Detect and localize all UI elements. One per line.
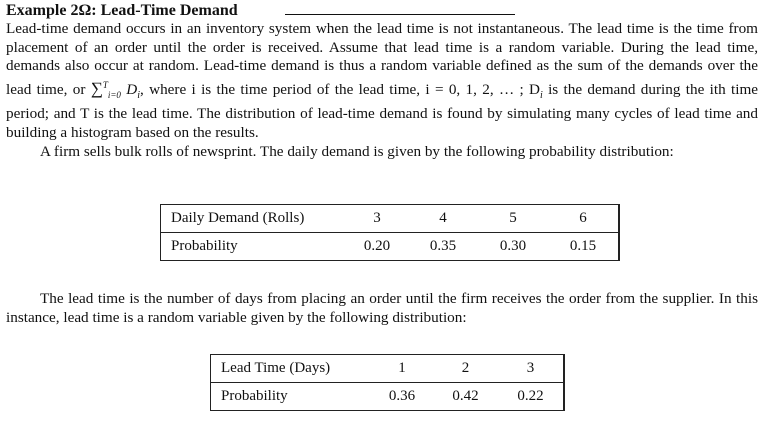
row-header: Probability <box>221 388 288 404</box>
paragraph-1 <box>6 20 758 143</box>
table-cell: 5 <box>478 205 548 233</box>
table-cell: 0.15 <box>569 238 597 254</box>
text: , where i is the time period of the lead time, i = 0, 1, 2, … ; D <box>140 80 540 98</box>
row-header: Daily Demand (Rolls) <box>161 205 347 233</box>
table-cell: 0.20 <box>363 238 391 254</box>
table-cell: 3 <box>498 355 564 383</box>
table-cell: 3 <box>346 205 408 233</box>
text: is the demand during the ith time period; and T is the lead time. The distribution of lead-time demand is found by simulating many cycles of lead time and building a histogram based on the results. <box>6 80 758 142</box>
sum-sub: i=0 <box>107 89 121 100</box>
d-sub: i <box>137 89 140 101</box>
table-cell: 6 <box>548 205 619 233</box>
table-cell: 0.35 <box>429 238 457 254</box>
d-sub: i <box>539 89 543 101</box>
row-header: Probability <box>171 238 238 254</box>
sum-symbol: ∑ <box>90 78 103 98</box>
example-title: Example 2Ω: Lead-Time Demand <box>6 2 238 19</box>
lead-time-table <box>210 354 565 411</box>
paragraph-2: A firm sells bulk rolls of newsprint. The daily demand is given by the following probability distribution: <box>40 142 674 160</box>
text: Lead-time demand occurs in an inventory system when the lead time is not instantaneous. The lead time is the time from placement of an order until the order is received. Assume that lead time is a random variable. During the lead time, demands also occur at random. Lead-time demand is thus a random variable defined as the sum of the demands over the lead time, or <box>6 20 758 98</box>
d-var: D <box>126 80 138 98</box>
table-row <box>211 355 565 383</box>
table-row <box>211 383 565 411</box>
row-header: Lead Time (Days) <box>211 355 372 383</box>
table-cell: 2 <box>433 355 498 383</box>
table-cell: 1 <box>371 355 433 383</box>
lead-time-paragraph: The lead time is the number of days from placing an order until the firm receives the order from the supplier. In this instance, lead time is a random variable given by the following distribution: <box>6 290 758 326</box>
intro-text <box>6 20 758 161</box>
table-cell: 0.42 <box>452 388 479 404</box>
table-cell: 0.30 <box>499 238 527 254</box>
table-row <box>161 233 620 261</box>
table-cell: 0.22 <box>517 388 544 404</box>
title-rule <box>285 14 515 15</box>
table-cell: 0.36 <box>388 388 416 404</box>
table-row <box>161 205 620 233</box>
table-cell: 4 <box>408 205 478 233</box>
daily-demand-table <box>160 204 620 261</box>
sum-sup: T <box>102 79 108 90</box>
